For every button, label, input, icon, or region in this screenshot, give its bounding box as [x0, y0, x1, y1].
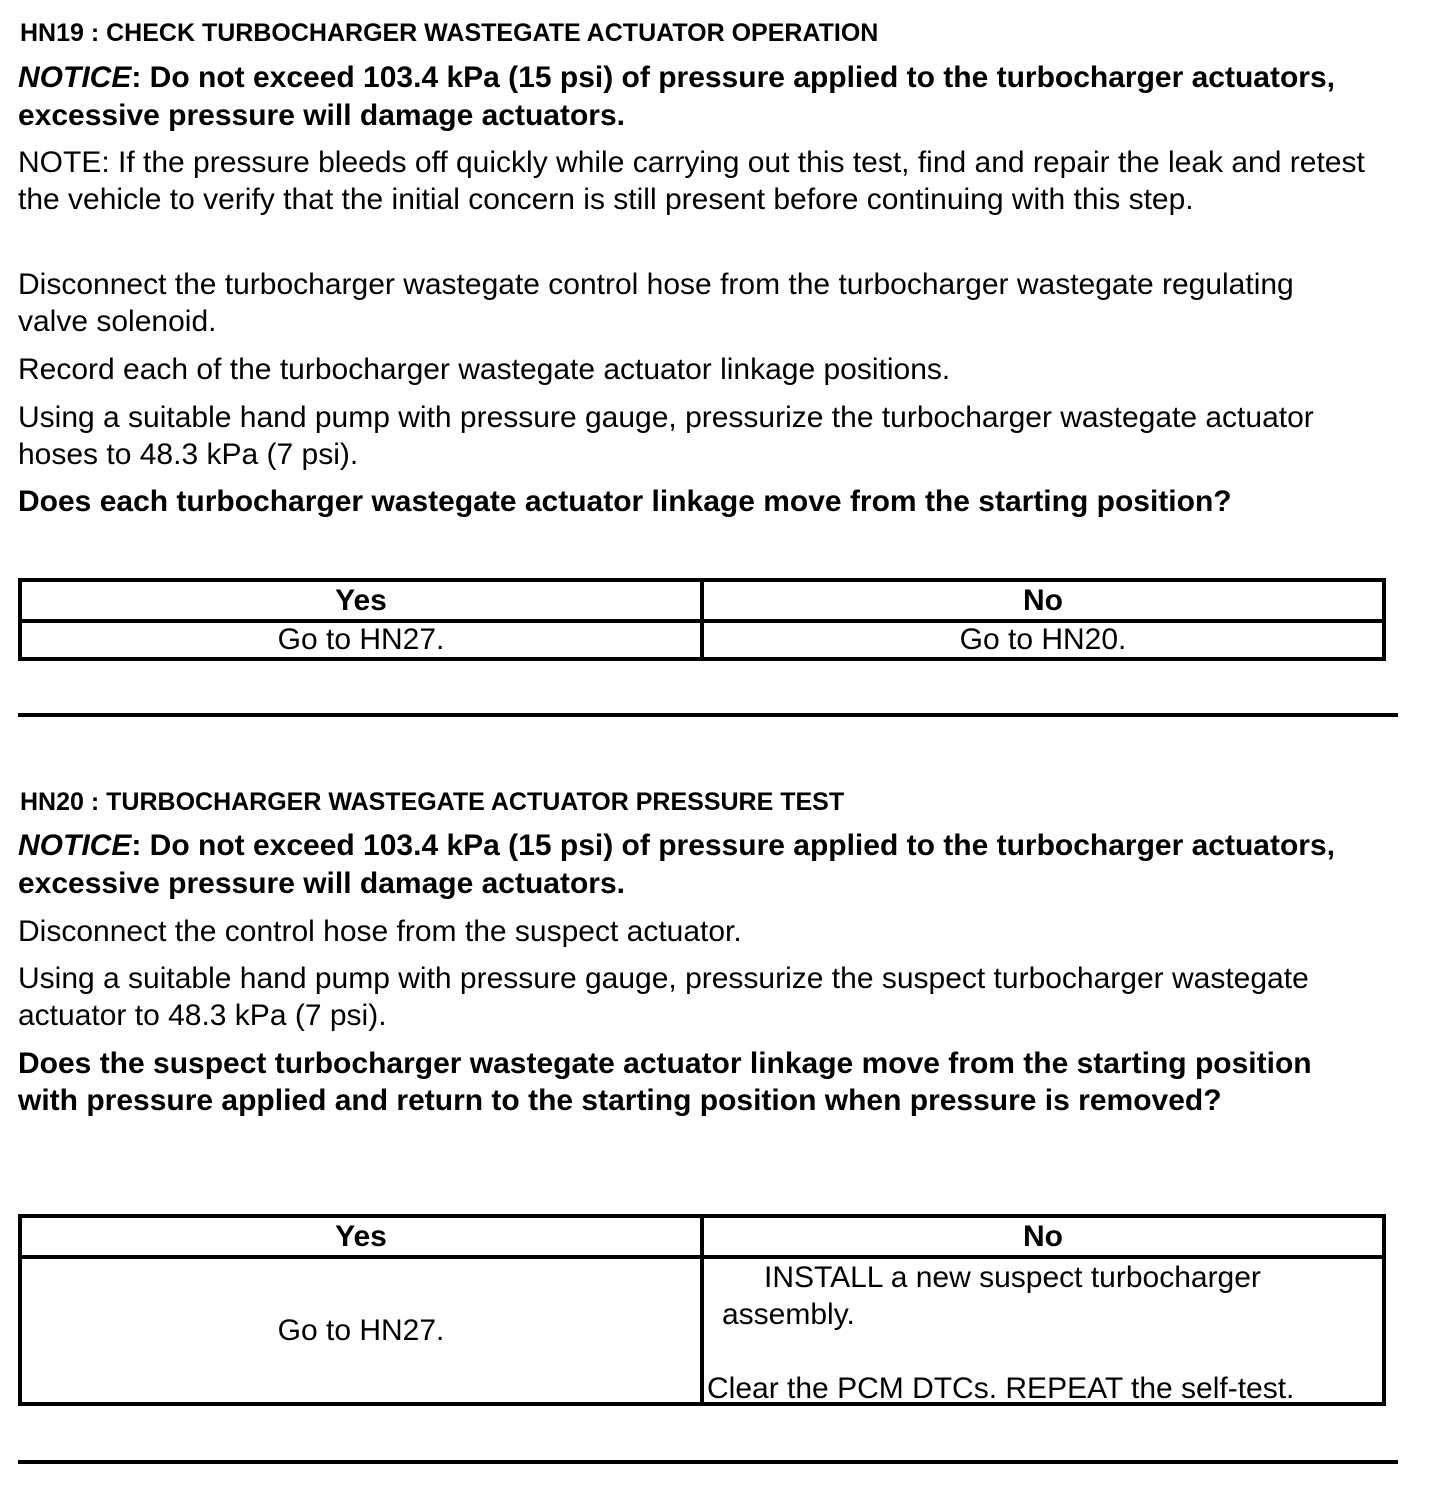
hn19-section — [18, 18, 1398, 48]
hn20-result-table — [18, 1214, 1386, 1406]
hn20-question: Does the suspect turbocharger wastegate actuator linkage move from the starting position with pressure applied and return to the starting position when pressure is removed? — [18, 1047, 1312, 1117]
hn19-yes-action: Go to HN27. — [20, 621, 702, 659]
hn20-heading: HN20 : TURBOCHARGER WASTEGATE ACTUATOR PRESSURE TEST — [20, 788, 845, 816]
hn19-yes-header: Yes — [20, 580, 702, 621]
hn20-no-action-line1: INSTALL a new suspect turbocharger — [764, 1261, 1261, 1294]
hn19-step-record: Record each of the turbocharger wastegate actuator linkage positions. — [18, 353, 951, 386]
hn20-no-action-line2: assembly. — [722, 1298, 855, 1331]
hn19-step-disconnect: Disconnect the turbocharger wastegate control hose from the turbocharger wastegate regulating valve solenoid. — [18, 268, 1294, 338]
hn20-no-action-cell — [702, 1257, 1384, 1404]
table-row — [20, 621, 1384, 659]
hn20-no-action — [704, 1259, 1382, 1405]
hn19-step-pressurize: Using a suitable hand pump with pressure gauge, pressurize the turbocharger wastegate actuator hoses to 48.3 kPa (7 psi). — [18, 401, 1314, 471]
section-divider — [18, 713, 1398, 717]
table-header-row — [20, 1216, 1384, 1257]
hn19-note: NOTE: If the pressure bleeds off quickly while carrying out this test, find and repair the leak and retest the vehicle to verify that the initial concern is still present before continuing with this step. — [18, 146, 1365, 216]
hn19-question: Does each turbocharger wastegate actuator linkage move from the starting position? — [18, 485, 1232, 518]
hn20-notice — [18, 827, 1348, 903]
hn20-no-header: No — [702, 1216, 1384, 1257]
hn20-yes-header: Yes — [20, 1216, 702, 1257]
table-row — [20, 1257, 1384, 1404]
hn20-notice-word: NOTICE — [18, 829, 132, 862]
hn19-notice — [18, 59, 1348, 135]
hn20-yes-action: Go to HN27. — [20, 1257, 702, 1404]
hn19-heading: HN19 : CHECK TURBOCHARGER WASTEGATE ACTUATOR OPERATION — [20, 19, 879, 47]
hn20-result-table-wrap — [18, 1214, 1386, 1406]
hn20-step-disconnect: Disconnect the control hose from the suspect actuator. — [18, 915, 742, 948]
hn19-no-header: No — [702, 580, 1384, 621]
hn19-no-action: Go to HN20. — [702, 621, 1384, 659]
table-header-row — [20, 580, 1384, 621]
hn20-notice-text: : Do not exceed 103.4 kPa (15 psi) of pressure applied to the turbocharger actuators, excessive pressure will damage actuators. — [18, 829, 1336, 900]
hn19-notice-word: NOTICE — [18, 61, 132, 94]
hn19-result-table — [18, 578, 1386, 661]
hn20-no-action-line3: Clear the PCM DTCs. REPEAT the self-test. — [707, 1372, 1295, 1405]
section-divider — [18, 1460, 1398, 1464]
hn20-step-pressurize: Using a suitable hand pump with pressure gauge, pressurize the suspect turbocharger wastegate actuator to 48.3 kPa (7 psi). — [18, 962, 1309, 1032]
hn20-section — [18, 787, 1398, 817]
hn19-result-table-wrap — [18, 578, 1386, 661]
hn19-notice-text: : Do not exceed 103.4 kPa (15 psi) of pressure applied to the turbocharger actuators, excessive pressure will damage actuators. — [18, 61, 1336, 132]
